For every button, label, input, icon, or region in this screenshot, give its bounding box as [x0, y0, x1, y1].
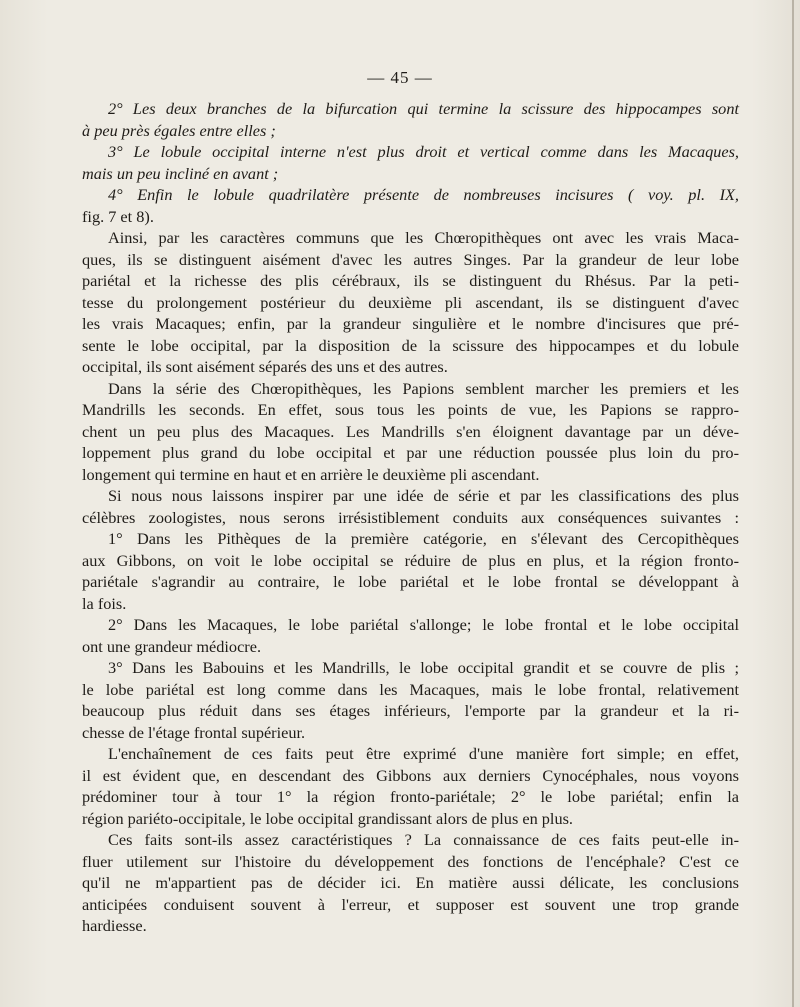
text-line: aux Gibbons, on voit le lobe occipital se réduire de plus en plus, et la région fronto- — [82, 550, 739, 570]
text-line: fig. 7 et 8). — [82, 206, 154, 226]
text-line: à peu près égales entre elles ; — [82, 120, 276, 140]
page-number: — 45 — — [367, 68, 433, 87]
text-line: Ces faits sont-ils assez caractéristiques ? La connaissance de ces faits peut-elle in- — [108, 830, 739, 849]
text-line: Si nous nous laissons inspirer par une idée de série et par les classifications des plus — [108, 486, 739, 505]
text-line: ont une grandeur médiocre. — [82, 636, 262, 656]
text-line: L'enchaînement de ces faits peut être exprimé d'une manière fort simple; en effet, — [108, 744, 739, 763]
text-line: Ainsi, par les caractères communs que les Chœropithèques ont avec les vrais Maca- — [108, 228, 739, 247]
text-line: loppement plus grand du lobe occipital et par une réduction poussée plus loin du pro- — [82, 443, 739, 462]
text-line: ques, ils se distinguent aisément d'avec les autres Singes. Par la grandeur de leur lobe — [82, 249, 739, 269]
text-line: prédominer tour à tour 1° la région fronto-pariétale; 2° le lobe pariétal; enfin la — [82, 787, 739, 806]
text-line: pariétale s'agrandir au contraire, le lobe pariétal et le lobe frontal se développant à — [82, 572, 739, 591]
text-line: 4° Enfin le lobule quadrilatère présente de nombreuses incisures ( voy. pl. IX, — [108, 185, 739, 204]
text-line: tesse du prolongement postérieur du deuxième pli ascendant, ils se distinguent d'avec — [82, 292, 739, 312]
text-line: occipital, ils sont aisément séparés des uns et des autres. — [82, 357, 448, 376]
text-line: 3° Le lobule occipital interne n'est plus droit et vertical comme dans les Macaques, — [108, 142, 739, 161]
text-line: hardiesse. — [82, 916, 147, 935]
text-line: 2° Dans les Macaques, le lobe pariétal s'allonge; le lobe frontal et le lobe occipital — [108, 615, 739, 634]
text-line: pariétal et la richesse des plis cérébraux, ils se distinguent du Rhésus. Par la peti- — [82, 271, 739, 290]
text-line: région pariéto-occipitale, le lobe occipital grandissant alors de plus en plus. — [82, 808, 573, 828]
text-line: chent un peu plus des Macaques. Les Mandrills s'en éloignent davantage par un déve- — [82, 421, 739, 441]
text-line: le lobe pariétal est long comme dans les Macaques, mais le lobe frontal, relativement — [82, 679, 739, 699]
text-line: mais un peu incliné en avant ; — [82, 163, 279, 183]
text-line: fluer utilement sur l'histoire du développement des fonctions de l'encéphale? C'est ce — [82, 851, 739, 871]
text-line: les vrais Macaques; enfin, par la grandeur singulière et le nombre d'incisures que pré- — [82, 314, 739, 333]
text-line: la fois. — [82, 593, 127, 613]
text-line: longement qui termine en haut et en arrière le deuxième pli ascendant. — [82, 464, 540, 484]
page-edge — [792, 0, 794, 1007]
text-line: beaucoup plus réduit dans ses étages inférieurs, l'emporte par la grandeur et la ri- — [82, 701, 739, 720]
text-line: 1° Dans les Pithèques de la première catégorie, en s'élevant des Cercopithèques — [108, 529, 739, 548]
text-line: il est évident que, en descendant des Gibbons aux derniers Cynocéphales, nous voyons — [82, 765, 739, 785]
text-line: Mandrills les seconds. En effet, sous tous les points de vue, les Papions se rappro- — [82, 400, 739, 419]
text-line: Dans la série des Chœropithèques, les Papions semblent marcher les premiers et les — [108, 378, 739, 398]
text-line: qu'il ne m'appartient pas de décider ici. En matière aussi délicate, les conclusions — [82, 873, 739, 892]
text-line: 2° Les deux branches de la bifurcation qui termine la scissure des hippocampes sont — [108, 99, 739, 118]
text-line: anticipées conduisent souvent à l'erreur, et supposer est souvent une trop grande — [82, 894, 739, 914]
text-line: célèbres zoologistes, nous serons irrésistiblement conduits aux conséquences suivantes : — [82, 507, 739, 527]
text-line: 3° Dans les Babouins et les Mandrills, le lobe occipital grandit et se couvre de plis ; — [108, 658, 739, 677]
body-text — [82, 98, 739, 937]
text-line: sente le lobe occipital, par la disposition de la scissure des hippocampes et du lobule — [82, 335, 739, 355]
text-line: chesse de l'étage frontal supérieur. — [82, 722, 306, 742]
